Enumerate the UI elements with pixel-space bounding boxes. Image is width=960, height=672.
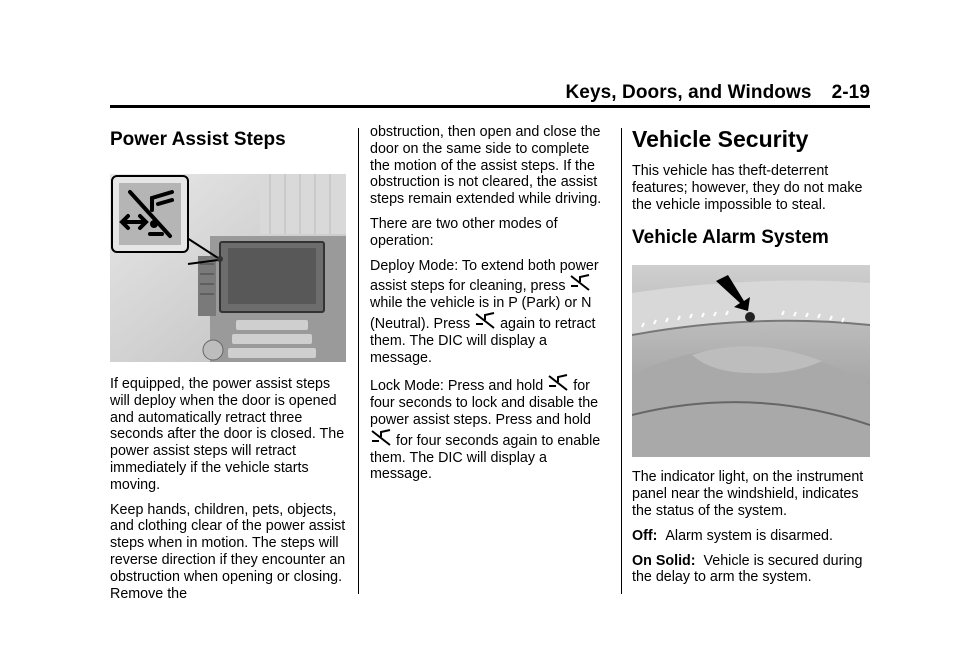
power-step-symbol-icon — [547, 374, 569, 392]
power-step-symbol-icon — [474, 312, 496, 330]
section-title-power-assist-steps: Power Assist Steps — [110, 129, 286, 150]
paragraph: The indicator light, on the instrument panel near the windshield, indicates the status of the system. — [632, 469, 864, 519]
text-run: Lock Mode: Press and hold — [370, 378, 544, 395]
on-solid-status-paragraph — [632, 553, 870, 587]
paragraph: This vehicle has theft-deterrent features; however, they do not make the vehicle impossible to steal. — [632, 163, 863, 213]
text-run: Deploy Mode: To extend both power assist steps for cleaning, press — [370, 257, 599, 295]
alarm-indicator-figure — [632, 265, 870, 457]
power-step-symbol-icon — [370, 429, 392, 447]
deploy-mode-paragraph — [370, 258, 610, 367]
running-header — [110, 82, 870, 104]
off-status-paragraph — [632, 528, 870, 545]
text-run: while the vehicle is in P (Park) or N (Neutral). Press — [370, 295, 592, 332]
lock-mode-paragraph — [370, 374, 610, 483]
paragraph: obstruction, then open and close the door on the same side to complete the motion of the assist steps. If the obstruction is not cleared, the assist steps remain extended while driving. — [370, 124, 602, 208]
on-solid-label: On Solid: — [632, 552, 696, 569]
text-run: for four seconds to lock and disable the power assist steps. Press and hold — [370, 378, 599, 428]
column-1 — [110, 124, 346, 610]
paragraph: If equipped, the power assist steps will deploy when the door is opened and automatically retract three seconds after the door is closed. The power assist steps will retract immediately if the vehicle starts moving. — [110, 376, 345, 493]
text-run: for four seconds again to enable them. The DIC will display a message. — [370, 432, 601, 483]
paragraph: Keep hands, children, pets, objects, and clothing clear of the power assist steps when in motion. The steps will reverse direction if they encounter an obstruction when opening or closing. Remove the — [110, 501, 346, 602]
power-step-symbol-icon — [569, 274, 591, 292]
windshield-dashboard-illustration — [632, 265, 870, 457]
off-text: Alarm system is disarmed. — [665, 527, 833, 544]
header-rule — [110, 105, 870, 108]
text-run: again to retract them. The DIC will display a message. — [370, 315, 596, 366]
column-3 — [632, 124, 870, 594]
dashboard-button-illustration — [110, 174, 346, 362]
off-label: Off: — [632, 527, 658, 544]
on-solid-text: Vehicle is secured during the delay to arm the system. — [632, 552, 863, 586]
column-divider-2 — [621, 128, 622, 594]
page-number: 2-19 — [831, 82, 870, 103]
section-title-vehicle-security: Vehicle Security — [632, 126, 809, 152]
column-2 — [370, 124, 610, 491]
paragraph: There are two other modes of operation: — [370, 215, 558, 249]
column-divider-1 — [358, 128, 359, 594]
chapter-name: Keys, Doors, and Windows — [565, 82, 812, 103]
section-title-vehicle-alarm-system: Vehicle Alarm System — [632, 227, 829, 249]
power-assist-steps-figure — [110, 174, 346, 362]
